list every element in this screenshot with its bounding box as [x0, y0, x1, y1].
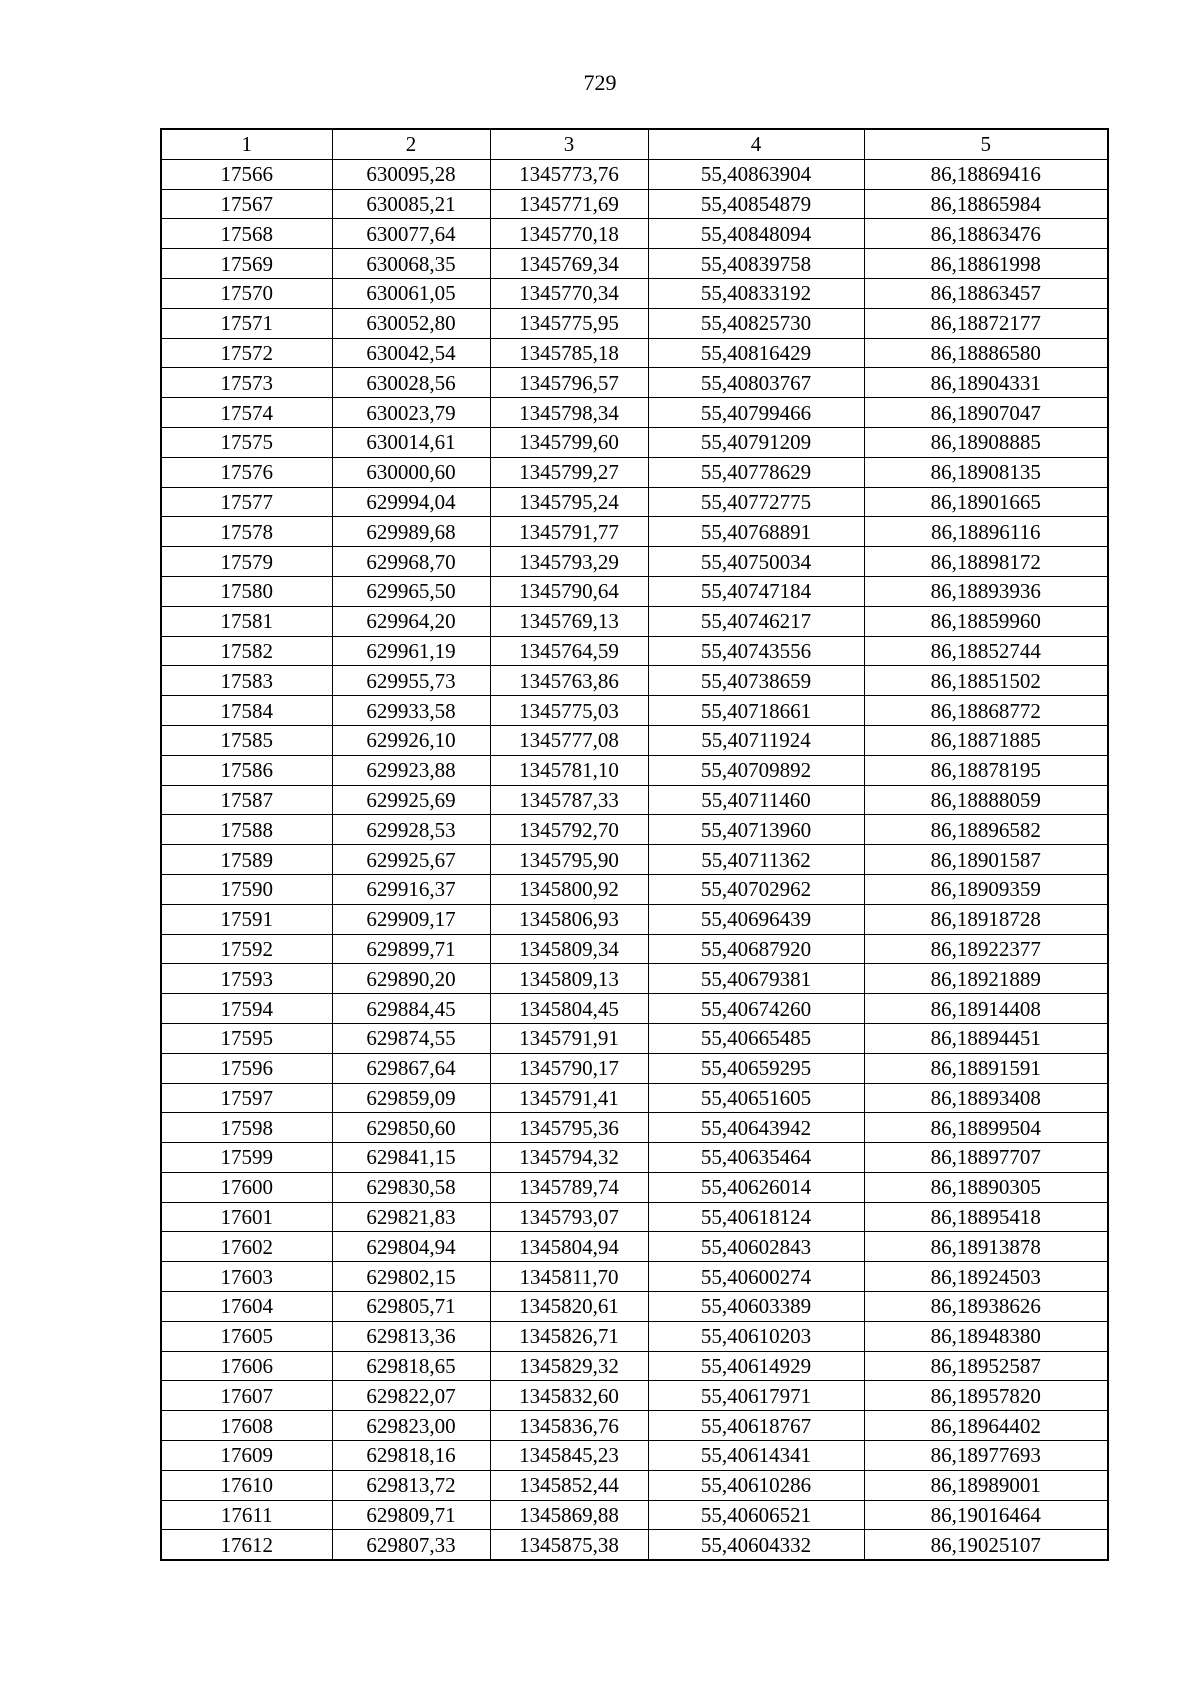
point-number-cell: 17586	[161, 755, 332, 785]
x-coordinate-cell: 629813,72	[332, 1470, 490, 1500]
column-header: 5	[864, 129, 1108, 159]
y-coordinate-cell: 1345785,18	[490, 338, 648, 368]
y-coordinate-cell: 1345832,60	[490, 1381, 648, 1411]
point-number-cell: 17570	[161, 278, 332, 308]
x-coordinate-cell: 630014,61	[332, 427, 490, 457]
longitude-cell: 86,18863476	[864, 219, 1108, 249]
y-coordinate-cell: 1345795,90	[490, 845, 648, 875]
x-coordinate-cell: 629823,00	[332, 1411, 490, 1441]
table-row	[161, 1202, 1108, 1232]
latitude-cell: 55,40696439	[648, 904, 864, 934]
y-coordinate-cell: 1345875,38	[490, 1530, 648, 1560]
x-coordinate-cell: 629923,88	[332, 755, 490, 785]
x-coordinate-cell: 630085,21	[332, 189, 490, 219]
latitude-cell: 55,40746217	[648, 606, 864, 636]
longitude-cell: 86,18901665	[864, 487, 1108, 517]
x-coordinate-cell: 629994,04	[332, 487, 490, 517]
table-row	[161, 189, 1108, 219]
table-row	[161, 547, 1108, 577]
point-number-cell: 17585	[161, 725, 332, 755]
point-number-cell: 17602	[161, 1232, 332, 1262]
point-number-cell: 17584	[161, 696, 332, 726]
x-coordinate-cell: 629874,55	[332, 1023, 490, 1053]
column-header: 3	[490, 129, 648, 159]
x-coordinate-cell: 629859,09	[332, 1083, 490, 1113]
x-coordinate-cell: 629850,60	[332, 1113, 490, 1143]
y-coordinate-cell: 1345770,34	[490, 278, 648, 308]
point-number-cell: 17588	[161, 815, 332, 845]
latitude-cell: 55,40854879	[648, 189, 864, 219]
longitude-cell: 86,18888059	[864, 785, 1108, 815]
point-number-cell: 17577	[161, 487, 332, 517]
point-number-cell: 17597	[161, 1083, 332, 1113]
y-coordinate-cell: 1345804,94	[490, 1232, 648, 1262]
y-coordinate-cell: 1345791,91	[490, 1023, 648, 1053]
table-row	[161, 1500, 1108, 1530]
latitude-cell: 55,40651605	[648, 1083, 864, 1113]
x-coordinate-cell: 629802,15	[332, 1262, 490, 1292]
latitude-cell: 55,40614341	[648, 1441, 864, 1471]
table-row	[161, 904, 1108, 934]
x-coordinate-cell: 629961,19	[332, 636, 490, 666]
longitude-cell: 86,18977693	[864, 1441, 1108, 1471]
latitude-cell: 55,40674260	[648, 994, 864, 1024]
point-number-cell: 17576	[161, 457, 332, 487]
table-row	[161, 368, 1108, 398]
x-coordinate-cell: 630000,60	[332, 457, 490, 487]
point-number-cell: 17589	[161, 845, 332, 875]
longitude-cell: 86,18871885	[864, 725, 1108, 755]
latitude-cell: 55,40600274	[648, 1262, 864, 1292]
longitude-cell: 86,18899504	[864, 1113, 1108, 1143]
table-row	[161, 338, 1108, 368]
x-coordinate-cell: 630042,54	[332, 338, 490, 368]
point-number-cell: 17573	[161, 368, 332, 398]
point-number-cell: 17574	[161, 398, 332, 428]
longitude-cell: 86,18893936	[864, 576, 1108, 606]
table-row	[161, 457, 1108, 487]
y-coordinate-cell: 1345820,61	[490, 1292, 648, 1322]
table-row	[161, 1321, 1108, 1351]
x-coordinate-cell: 629830,58	[332, 1172, 490, 1202]
latitude-cell: 55,40618124	[648, 1202, 864, 1232]
y-coordinate-cell: 1345781,10	[490, 755, 648, 785]
latitude-cell: 55,40839758	[648, 249, 864, 279]
y-coordinate-cell: 1345791,77	[490, 517, 648, 547]
y-coordinate-cell: 1345845,23	[490, 1441, 648, 1471]
point-number-cell: 17594	[161, 994, 332, 1024]
latitude-cell: 55,40772775	[648, 487, 864, 517]
table-row	[161, 1083, 1108, 1113]
longitude-cell: 86,18952587	[864, 1351, 1108, 1381]
y-coordinate-cell: 1345811,70	[490, 1262, 648, 1292]
longitude-cell: 86,18890305	[864, 1172, 1108, 1202]
latitude-cell: 55,40687920	[648, 934, 864, 964]
table-row	[161, 696, 1108, 726]
y-coordinate-cell: 1345791,41	[490, 1083, 648, 1113]
point-number-cell: 17575	[161, 427, 332, 457]
longitude-cell: 86,18957820	[864, 1381, 1108, 1411]
y-coordinate-cell: 1345769,34	[490, 249, 648, 279]
longitude-cell: 86,18852744	[864, 636, 1108, 666]
x-coordinate-cell: 629805,71	[332, 1292, 490, 1322]
y-coordinate-cell: 1345806,93	[490, 904, 648, 934]
x-coordinate-cell: 629821,83	[332, 1202, 490, 1232]
table-row	[161, 487, 1108, 517]
latitude-cell: 55,40848094	[648, 219, 864, 249]
point-number-cell: 17601	[161, 1202, 332, 1232]
latitude-cell: 55,40750034	[648, 547, 864, 577]
latitude-cell: 55,40799466	[648, 398, 864, 428]
x-coordinate-cell: 629890,20	[332, 964, 490, 994]
y-coordinate-cell: 1345764,59	[490, 636, 648, 666]
x-coordinate-cell: 629818,16	[332, 1441, 490, 1471]
latitude-cell: 55,40825730	[648, 308, 864, 338]
x-coordinate-cell: 629909,17	[332, 904, 490, 934]
longitude-cell: 86,18907047	[864, 398, 1108, 428]
x-coordinate-cell: 630023,79	[332, 398, 490, 428]
longitude-cell: 86,18909359	[864, 874, 1108, 904]
point-number-cell: 17596	[161, 1053, 332, 1083]
x-coordinate-cell: 629955,73	[332, 666, 490, 696]
table-row	[161, 398, 1108, 428]
longitude-cell: 86,18921889	[864, 964, 1108, 994]
point-number-cell: 17598	[161, 1113, 332, 1143]
y-coordinate-cell: 1345804,45	[490, 994, 648, 1024]
table-row	[161, 1113, 1108, 1143]
x-coordinate-cell: 630077,64	[332, 219, 490, 249]
latitude-cell: 55,40614929	[648, 1351, 864, 1381]
x-coordinate-cell: 629964,20	[332, 606, 490, 636]
latitude-cell: 55,40863904	[648, 159, 864, 189]
y-coordinate-cell: 1345770,18	[490, 219, 648, 249]
y-coordinate-cell: 1345790,64	[490, 576, 648, 606]
latitude-cell: 55,40610286	[648, 1470, 864, 1500]
x-coordinate-cell: 629804,94	[332, 1232, 490, 1262]
latitude-cell: 55,40603389	[648, 1292, 864, 1322]
latitude-cell: 55,40738659	[648, 666, 864, 696]
latitude-cell: 55,40713960	[648, 815, 864, 845]
latitude-cell: 55,40606521	[648, 1500, 864, 1530]
table-row	[161, 934, 1108, 964]
table-row	[161, 785, 1108, 815]
x-coordinate-cell: 629867,64	[332, 1053, 490, 1083]
y-coordinate-cell: 1345792,70	[490, 815, 648, 845]
longitude-cell: 86,18904331	[864, 368, 1108, 398]
table-row	[161, 1292, 1108, 1322]
y-coordinate-cell: 1345773,76	[490, 159, 648, 189]
table-row	[161, 1143, 1108, 1173]
x-coordinate-cell: 629813,36	[332, 1321, 490, 1351]
point-number-cell: 17581	[161, 606, 332, 636]
longitude-cell: 86,18886580	[864, 338, 1108, 368]
table-header-row	[161, 129, 1108, 159]
latitude-cell: 55,40618767	[648, 1411, 864, 1441]
table-row	[161, 845, 1108, 875]
point-number-cell: 17582	[161, 636, 332, 666]
point-number-cell: 17599	[161, 1143, 332, 1173]
longitude-cell: 86,18896582	[864, 815, 1108, 845]
x-coordinate-cell: 629926,10	[332, 725, 490, 755]
table-row	[161, 1351, 1108, 1381]
latitude-cell: 55,40626014	[648, 1172, 864, 1202]
point-number-cell: 17569	[161, 249, 332, 279]
latitude-cell: 55,40602843	[648, 1232, 864, 1262]
longitude-cell: 86,18914408	[864, 994, 1108, 1024]
x-coordinate-cell: 629916,37	[332, 874, 490, 904]
latitude-cell: 55,40743556	[648, 636, 864, 666]
coordinates-table	[160, 128, 1109, 1561]
page-number: 729	[583, 70, 617, 95]
table-row	[161, 1470, 1108, 1500]
latitude-cell: 55,40610203	[648, 1321, 864, 1351]
y-coordinate-cell: 1345795,36	[490, 1113, 648, 1143]
point-number-cell: 17612	[161, 1530, 332, 1560]
point-number-cell: 17600	[161, 1172, 332, 1202]
latitude-cell: 55,40659295	[648, 1053, 864, 1083]
table-row	[161, 159, 1108, 189]
table-row	[161, 219, 1108, 249]
x-coordinate-cell: 629925,67	[332, 845, 490, 875]
longitude-cell: 86,18948380	[864, 1321, 1108, 1351]
y-coordinate-cell: 1345799,27	[490, 457, 648, 487]
y-coordinate-cell: 1345793,29	[490, 547, 648, 577]
y-coordinate-cell: 1345790,17	[490, 1053, 648, 1083]
x-coordinate-cell: 629841,15	[332, 1143, 490, 1173]
y-coordinate-cell: 1345869,88	[490, 1500, 648, 1530]
table-row	[161, 1441, 1108, 1471]
longitude-cell: 86,18924503	[864, 1262, 1108, 1292]
longitude-cell: 86,18872177	[864, 308, 1108, 338]
x-coordinate-cell: 629989,68	[332, 517, 490, 547]
longitude-cell: 86,18918728	[864, 904, 1108, 934]
longitude-cell: 86,18894451	[864, 1023, 1108, 1053]
x-coordinate-cell: 629809,71	[332, 1500, 490, 1530]
y-coordinate-cell: 1345769,13	[490, 606, 648, 636]
point-number-cell: 17611	[161, 1500, 332, 1530]
y-coordinate-cell: 1345771,69	[490, 189, 648, 219]
longitude-cell: 86,19016464	[864, 1500, 1108, 1530]
y-coordinate-cell: 1345809,34	[490, 934, 648, 964]
longitude-cell: 86,18895418	[864, 1202, 1108, 1232]
longitude-cell: 86,18865984	[864, 189, 1108, 219]
longitude-cell: 86,18861998	[864, 249, 1108, 279]
y-coordinate-cell: 1345763,86	[490, 666, 648, 696]
y-coordinate-cell: 1345787,33	[490, 785, 648, 815]
latitude-cell: 55,40643942	[648, 1113, 864, 1143]
x-coordinate-cell: 630028,56	[332, 368, 490, 398]
latitude-cell: 55,40816429	[648, 338, 864, 368]
longitude-cell: 86,18869416	[864, 159, 1108, 189]
y-coordinate-cell: 1345775,95	[490, 308, 648, 338]
point-number-cell: 17568	[161, 219, 332, 249]
point-number-cell: 17579	[161, 547, 332, 577]
latitude-cell: 55,40635464	[648, 1143, 864, 1173]
table-row	[161, 1530, 1108, 1560]
latitude-cell: 55,40709892	[648, 755, 864, 785]
table-row	[161, 725, 1108, 755]
latitude-cell: 55,40604332	[648, 1530, 864, 1560]
longitude-cell: 86,18893408	[864, 1083, 1108, 1113]
y-coordinate-cell: 1345777,08	[490, 725, 648, 755]
y-coordinate-cell: 1345852,44	[490, 1470, 648, 1500]
latitude-cell: 55,40791209	[648, 427, 864, 457]
latitude-cell: 55,40768891	[648, 517, 864, 547]
table-row	[161, 994, 1108, 1024]
point-number-cell: 17591	[161, 904, 332, 934]
y-coordinate-cell: 1345795,24	[490, 487, 648, 517]
table-row	[161, 249, 1108, 279]
table-row	[161, 1053, 1108, 1083]
longitude-cell: 86,18896116	[864, 517, 1108, 547]
y-coordinate-cell: 1345836,76	[490, 1411, 648, 1441]
longitude-cell: 86,18891591	[864, 1053, 1108, 1083]
point-number-cell: 17572	[161, 338, 332, 368]
longitude-cell: 86,18901587	[864, 845, 1108, 875]
y-coordinate-cell: 1345809,13	[490, 964, 648, 994]
longitude-cell: 86,18898172	[864, 547, 1108, 577]
x-coordinate-cell: 629928,53	[332, 815, 490, 845]
latitude-cell: 55,40778629	[648, 457, 864, 487]
table-row	[161, 815, 1108, 845]
y-coordinate-cell: 1345789,74	[490, 1172, 648, 1202]
longitude-cell: 86,18922377	[864, 934, 1108, 964]
longitude-cell: 86,18863457	[864, 278, 1108, 308]
y-coordinate-cell: 1345826,71	[490, 1321, 648, 1351]
y-coordinate-cell: 1345793,07	[490, 1202, 648, 1232]
point-number-cell: 17592	[161, 934, 332, 964]
x-coordinate-cell: 629884,45	[332, 994, 490, 1024]
latitude-cell: 55,40702962	[648, 874, 864, 904]
longitude-cell: 86,18938626	[864, 1292, 1108, 1322]
point-number-cell: 17604	[161, 1292, 332, 1322]
x-coordinate-cell: 629968,70	[332, 547, 490, 577]
table-row	[161, 755, 1108, 785]
table-row	[161, 1411, 1108, 1441]
point-number-cell: 17587	[161, 785, 332, 815]
latitude-cell: 55,40747184	[648, 576, 864, 606]
point-number-cell: 17595	[161, 1023, 332, 1053]
longitude-cell: 86,18851502	[864, 666, 1108, 696]
y-coordinate-cell: 1345800,92	[490, 874, 648, 904]
table-row	[161, 874, 1108, 904]
point-number-cell: 17609	[161, 1441, 332, 1471]
column-header: 4	[648, 129, 864, 159]
x-coordinate-cell: 630095,28	[332, 159, 490, 189]
point-number-cell: 17590	[161, 874, 332, 904]
longitude-cell: 86,18913878	[864, 1232, 1108, 1262]
table-row	[161, 606, 1108, 636]
column-header: 1	[161, 129, 332, 159]
latitude-cell: 55,40803767	[648, 368, 864, 398]
point-number-cell: 17593	[161, 964, 332, 994]
point-number-cell: 17610	[161, 1470, 332, 1500]
y-coordinate-cell: 1345798,34	[490, 398, 648, 428]
y-coordinate-cell: 1345775,03	[490, 696, 648, 726]
x-coordinate-cell: 629965,50	[332, 576, 490, 606]
latitude-cell: 55,40679381	[648, 964, 864, 994]
table-row	[161, 964, 1108, 994]
x-coordinate-cell: 629818,65	[332, 1351, 490, 1381]
table-row	[161, 427, 1108, 457]
point-number-cell: 17607	[161, 1381, 332, 1411]
y-coordinate-cell: 1345829,32	[490, 1351, 648, 1381]
table-row	[161, 1232, 1108, 1262]
latitude-cell: 55,40617971	[648, 1381, 864, 1411]
x-coordinate-cell: 630068,35	[332, 249, 490, 279]
column-header: 2	[332, 129, 490, 159]
point-number-cell: 17578	[161, 517, 332, 547]
longitude-cell: 86,19025107	[864, 1530, 1108, 1560]
latitude-cell: 55,40711924	[648, 725, 864, 755]
y-coordinate-cell: 1345799,60	[490, 427, 648, 457]
point-number-cell: 17605	[161, 1321, 332, 1351]
x-coordinate-cell: 630061,05	[332, 278, 490, 308]
table-row	[161, 666, 1108, 696]
point-number-cell: 17606	[161, 1351, 332, 1381]
latitude-cell: 55,40711362	[648, 845, 864, 875]
table-row	[161, 1172, 1108, 1202]
table-row	[161, 1023, 1108, 1053]
latitude-cell: 55,40833192	[648, 278, 864, 308]
table-row	[161, 636, 1108, 666]
y-coordinate-cell: 1345794,32	[490, 1143, 648, 1173]
latitude-cell: 55,40711460	[648, 785, 864, 815]
table-body	[161, 159, 1108, 1560]
point-number-cell: 17567	[161, 189, 332, 219]
point-number-cell: 17571	[161, 308, 332, 338]
table-row	[161, 517, 1108, 547]
table-row	[161, 1262, 1108, 1292]
longitude-cell: 86,18908885	[864, 427, 1108, 457]
latitude-cell: 55,40718661	[648, 696, 864, 726]
point-number-cell: 17566	[161, 159, 332, 189]
longitude-cell: 86,18908135	[864, 457, 1108, 487]
longitude-cell: 86,18964402	[864, 1411, 1108, 1441]
table-row	[161, 308, 1108, 338]
x-coordinate-cell: 629822,07	[332, 1381, 490, 1411]
point-number-cell: 17603	[161, 1262, 332, 1292]
y-coordinate-cell: 1345796,57	[490, 368, 648, 398]
point-number-cell: 17583	[161, 666, 332, 696]
point-number-cell: 17608	[161, 1411, 332, 1441]
longitude-cell: 86,18989001	[864, 1470, 1108, 1500]
table-row	[161, 278, 1108, 308]
longitude-cell: 86,18859960	[864, 606, 1108, 636]
table-row	[161, 576, 1108, 606]
table-row	[161, 1381, 1108, 1411]
x-coordinate-cell: 629807,33	[332, 1530, 490, 1560]
longitude-cell: 86,18878195	[864, 755, 1108, 785]
longitude-cell: 86,18897707	[864, 1143, 1108, 1173]
x-coordinate-cell: 630052,80	[332, 308, 490, 338]
longitude-cell: 86,18868772	[864, 696, 1108, 726]
latitude-cell: 55,40665485	[648, 1023, 864, 1053]
x-coordinate-cell: 629933,58	[332, 696, 490, 726]
point-number-cell: 17580	[161, 576, 332, 606]
x-coordinate-cell: 629899,71	[332, 934, 490, 964]
x-coordinate-cell: 629925,69	[332, 785, 490, 815]
